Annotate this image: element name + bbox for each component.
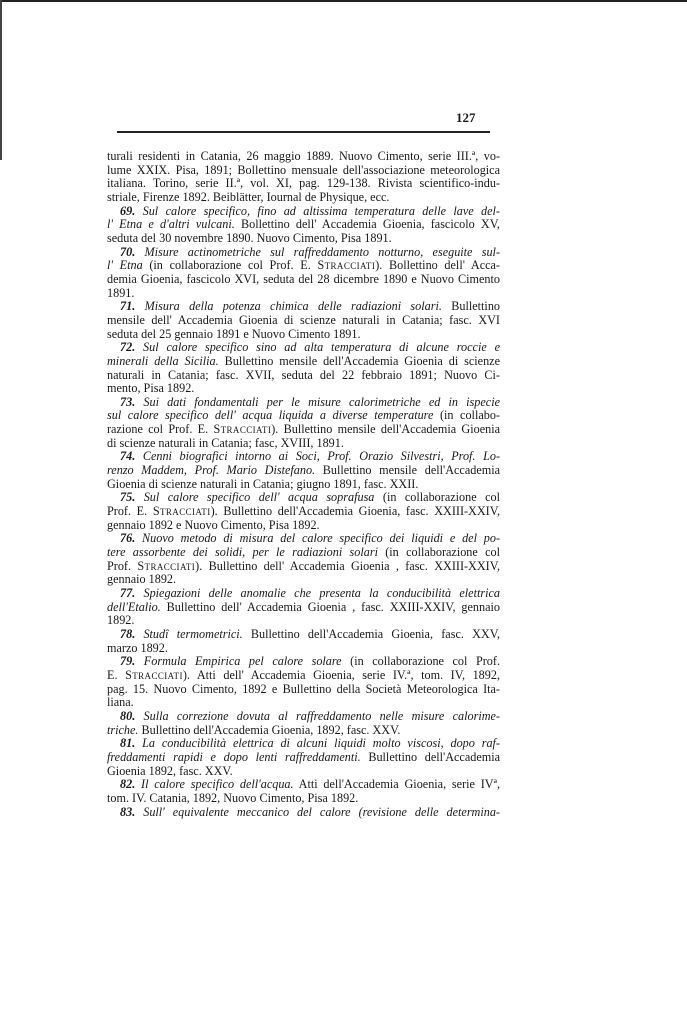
text-line (107, 587, 500, 601)
bibliography-entry (107, 396, 500, 451)
bibliography-entry (107, 532, 500, 587)
entry-number: 77. (120, 586, 136, 600)
citation-text: pag. 15. Nuovo Cimento, 1892 e Bullettino della Società Meteorologica Ita- (107, 681, 500, 696)
citation-text: (in collaborazione col (374, 490, 500, 505)
title-text: Nuovo metodo di misura del calore specifico dei liquidi e del po- (135, 531, 500, 546)
text-line (107, 614, 500, 628)
text-line (107, 300, 500, 314)
title-text: Sul calore specifico dell' acqua soprafusa (135, 490, 375, 505)
entry-number: 69. (120, 203, 136, 218)
text-line (107, 246, 500, 260)
title-text: Sui dati fondamentali per le misure calorimetriche ed in ispecie (135, 394, 500, 409)
text-line (107, 369, 500, 383)
page-number: 127 (456, 110, 476, 125)
citation-text: ). Bullettino dell'Accademia Gioenia, fasc. XXIII-XXIV, (210, 504, 500, 519)
citation-text: seduta del 30 novembre 1890. Nuovo Cimento, Pisa 1891. (107, 230, 392, 245)
citation-text: naturali in Catania; fasc. XVII, seduta del 22 febbraio 1891; Nuovo Ci- (107, 367, 500, 382)
text-line (107, 628, 500, 642)
continued-entry (107, 150, 500, 205)
text-line (107, 505, 500, 519)
entry-number: 80. (120, 708, 136, 723)
title-text: dell'Etalio. (107, 599, 161, 614)
entry-number: 71. (120, 299, 136, 314)
citation-text: razione col Prof. E. (107, 422, 214, 437)
citation-text: Atti dell'Accademia Gioenia, serie IVª, (293, 777, 500, 792)
text-line (107, 259, 500, 273)
entry-number: 76. (120, 531, 136, 546)
citation-text: Gioenia di scienze naturali in Catania; giugno 1891, fasc. XXII. (107, 476, 419, 491)
title-text: Cenni biografici intorno ai Soci, Prof. Orazio Silvestri, Prof. Lo- (135, 449, 500, 464)
text-line (107, 314, 500, 328)
citation-text: Bullettino mensile dell'Accademia (315, 463, 501, 478)
bibliography-entry (107, 205, 500, 246)
text-line (107, 737, 500, 751)
text-line (107, 573, 500, 587)
citation-text: Bullettino (441, 299, 501, 314)
text-line (107, 464, 500, 478)
citation-text: Prof. E. (107, 504, 153, 519)
citation-text: Gioenia 1892, fasc. XXV. (107, 763, 233, 778)
title-text: Misura della potenza chimica delle radiazioni solari. (135, 299, 442, 314)
scan-left-edge (0, 0, 2, 160)
entry-number: 78. (120, 626, 136, 641)
title-text: l' Etna (107, 258, 143, 273)
citation-text: ). Atti dell' Accademia Gioenia, serie IV.ª, tom. IV, 1892, (182, 667, 501, 682)
text-line (107, 205, 500, 219)
text-line (107, 696, 500, 710)
title-text: triche. (107, 722, 139, 737)
text-line (107, 450, 500, 464)
citation-text: liana. (107, 695, 134, 710)
entry-number: 70. (120, 244, 136, 259)
title-text: Formula Empirica pel calore solare (135, 654, 342, 669)
citation-text: di scienze naturali in Catania; fasc, XVIII, 1891. (107, 435, 344, 450)
header-rule (117, 131, 490, 133)
text-line (107, 792, 500, 806)
citation-text: demia Gioenia, fascicolo XVI, seduta del 28 dicembre 1890 e Nuovo Cimento (107, 271, 500, 286)
text-line (107, 423, 500, 437)
text-line (107, 683, 500, 697)
text-line (107, 396, 500, 410)
citation-text: ). Bullettino mensile dell'Accademia Gioenia (271, 422, 500, 437)
bibliography-entry (107, 778, 500, 805)
citation-text: (in collaborazione col Prof. (341, 654, 500, 669)
text-line (107, 806, 500, 820)
bibliography-entry (107, 737, 500, 778)
title-text: Misure actinometriche sul raffreddamento notturno, eseguite sul- (135, 244, 500, 259)
title-text: tere assorbente dei solidi, per le radiazioni solari (107, 545, 378, 560)
text-line (107, 532, 500, 546)
citation-text: (in collaborazione col (377, 545, 500, 560)
text-line (107, 724, 500, 738)
body-text (107, 150, 500, 819)
citation-text: (in collaborazione col Prof. E. (142, 258, 318, 273)
citation-text: ). Bollettino dell' Acca- (375, 258, 500, 273)
scan-top-edge (0, 0, 687, 2)
text-line (107, 778, 500, 792)
citation-text: Bollettino dell' Accademia Gioenia, fascicolo XV, (234, 217, 500, 232)
author-name: Stracciati (213, 422, 272, 437)
text-line (107, 409, 500, 423)
entry-number: 73. (120, 394, 136, 409)
text-line (107, 218, 500, 232)
citation-text: gennaio 1892 e Nuovo Cimento, Pisa 1892. (107, 517, 320, 532)
title-text: Sull' equivalente meccanico del calore (revisione delle determina- (135, 804, 500, 819)
entry-number: 83. (120, 804, 136, 819)
text-line (107, 491, 500, 505)
entry-number: 82. (120, 777, 136, 792)
entry-number: 81. (120, 736, 136, 751)
author-name: Stracciati (125, 667, 183, 682)
citation-text: lume XXIX. Pisa, 1891; Bollettino mensuale dell'associazione meteorologica (107, 162, 500, 177)
citation-text: Prof. (107, 558, 138, 573)
title-text: Sul calore specifico, fino ad altissima temperatura delle lave del- (135, 203, 500, 218)
bibliography-entry (107, 710, 500, 737)
title-text: minerali della Sicilia. (107, 353, 219, 368)
citation-text: Bullettino mensile dell'Accademia Gioenia di scienze (218, 353, 501, 368)
citation-text: (in collabo- (433, 408, 500, 423)
text-line (107, 177, 500, 191)
text-line (107, 601, 500, 615)
text-line (107, 150, 500, 164)
title-text: freddamenti rapidi e dopo lenti raffreddamenti. (107, 749, 361, 764)
citation-text: striale, Firenze 1892. Beiblätter, Iournal de Physique, ecc. (107, 189, 390, 204)
title-text: Spiegazioni delle anomalie che presenta la conducibilità elettrica (135, 586, 500, 600)
citation-text: Bullettino dell'Accademia (360, 749, 501, 764)
text-line (107, 232, 500, 246)
bibliography-entry (107, 450, 500, 491)
text-line (107, 751, 500, 765)
citation-text: Bullettino dell'Accademia Gioenia, 1892, fasc. XXV. (138, 722, 401, 737)
text-line (107, 191, 500, 205)
citation-text: Bullettino dell' Accademia Gioenia , fasc. XXIII-XXIV, gennaio (160, 599, 500, 614)
citation-text: E. (107, 667, 126, 682)
title-text: l' Etna e d'altri vulcani. (107, 217, 235, 232)
citation-text: mensile dell' Accademia Gioenia di scienze naturali in Catania; fasc. XVI (107, 312, 500, 327)
bibliography-entry (107, 587, 500, 628)
bibliography-entry (107, 300, 500, 341)
entry-number: 72. (120, 340, 136, 355)
citation-text: seduta del 25 gennaio 1891 e Nuovo Cimento 1891. (107, 326, 361, 341)
text-line (107, 546, 500, 560)
author-name: Stracciati (317, 258, 376, 273)
citation-text: 1891. (107, 285, 135, 300)
text-line (107, 710, 500, 724)
text-line (107, 519, 500, 533)
entry-number: 75. (120, 490, 136, 505)
entry-number: 74. (120, 449, 136, 464)
bibliography-entry (107, 628, 500, 655)
entry-number: 79. (120, 654, 136, 669)
text-line (107, 355, 500, 369)
text-line (107, 328, 500, 342)
citation-text: Bullettino dell'Accademia Gioenia, fasc. XXV, (242, 626, 500, 641)
text-line (107, 765, 500, 779)
bibliography-entry (107, 491, 500, 532)
author-name: Stracciati (137, 558, 196, 573)
bibliography-entry (107, 341, 500, 396)
bibliography-entry (107, 655, 500, 710)
citation-text: turali residenti in Catania, 26 maggio 1889. Nuovo Cimento, serie III.ª, vo- (107, 149, 500, 163)
bibliography-entry (107, 806, 500, 820)
title-text: Studî termometrici. (135, 626, 243, 641)
title-text: Sul calore specifico sino ad alta temperatura di alcune roccie e (135, 340, 500, 355)
title-text: renzo Maddem, Prof. Mario Distefano. (107, 463, 316, 478)
citation-text: gennaio 1892. (107, 572, 177, 587)
citation-text: mento, Pisa 1892. (107, 381, 195, 396)
citation-text: tom. IV. Catania, 1892, Nuovo Cimento, Pisa 1892. (107, 790, 359, 805)
citation-text: ). Bullettino dell' Accademia Gioenia , fasc. XXIII-XXIV, (195, 558, 500, 573)
citation-text: 1892. (107, 613, 135, 628)
text-line (107, 642, 500, 656)
text-line (107, 437, 500, 451)
text-line (107, 287, 500, 301)
bibliography-entry (107, 246, 500, 301)
citation-text: marzo 1892. (107, 640, 168, 655)
text-line (107, 478, 500, 492)
title-text: Il calore specifico dell'acqua. (135, 777, 294, 792)
text-line (107, 164, 500, 178)
title-text: Sulla correzione dovuta al raffreddamento nelle misure calorime- (135, 708, 500, 723)
text-line (107, 273, 500, 287)
author-name: Stracciati (152, 504, 211, 519)
text-line (107, 669, 500, 683)
text-line (107, 655, 500, 669)
citation-text: italiana. Torino, serie II.ª, vol. XI, pag. 129-138. Rivista scientifico-indu- (107, 176, 500, 191)
title-text: sul calore specifico dell' acqua liquida a diverse temperature (107, 408, 434, 423)
text-line (107, 341, 500, 355)
text-line (107, 560, 500, 574)
text-line (107, 382, 500, 396)
title-text: La conducibilità elettrica di alcuni liquidi molto viscosi, dopo raf- (135, 736, 500, 751)
